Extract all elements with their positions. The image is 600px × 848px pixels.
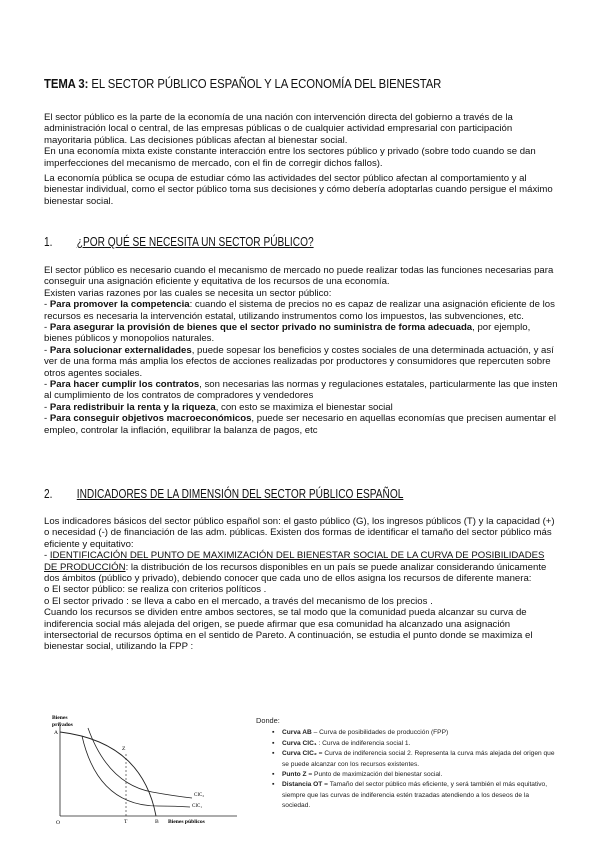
section-1-heading: [44, 234, 314, 249]
intro-paragraph: El sector público es la parte de la economía de una nación con intervención directa del gobierno a través de la administración local o central, de las empresas públicas o de cualquier actividad empresarial con participación mayoritaria pública. Las decisiones públicas afectan al bienestar social.: [44, 112, 513, 146]
intro-block: [44, 112, 558, 207]
legend-title: Donde:: [256, 716, 280, 725]
section-2-heading: [44, 486, 403, 501]
intro-paragraph: La economía pública se ocupa de estudiar cómo las actividades del sector público afectan al comportamiento y al bienestar individual, como el sector público toma sus decisiones y cómo debería adoptarlas cuando persigue el máximo bienestar social.: [44, 173, 553, 207]
cic1-curve: [82, 736, 190, 807]
origin-label: O: [56, 820, 61, 826]
section-2-number: 2.: [44, 486, 53, 501]
reason-item: - Para conseguir objetivos macroeconómicos, puede ser necesario en aquellas economías que precisen aumentar el empleo, controlar la inflación, equilibrar la balanza de pagos, etc: [44, 413, 556, 436]
section-1-paragraph: Existen varias razones por las cuales se necesita un sector público:: [44, 287, 332, 299]
point-t-label: T: [124, 819, 128, 825]
fpp-diagram: [52, 714, 242, 834]
figure-legend: [256, 716, 556, 812]
section-1-number: 1.: [44, 234, 53, 249]
fpp-curve-ab: [60, 732, 156, 816]
legend-list: [256, 728, 556, 811]
section-1-title: ¿POR QUÉ SE NECESITA UN SECTOR PÚBLICO?: [76, 234, 314, 249]
section-2-paragraph: Los indicadores básicos del sector público español son: el gasto público (G), los ingresos públicos (T) y la capacidad (+) o necesidad (-) de financiación de las adm. públicas. Existen dos formas de identificar el tamaño del sector público más eficiente y equitativo:: [44, 516, 555, 550]
reason-item: - Para hacer cumplir los contratos, son necesarias las normas y regulaciones estatales, particularmente las que insten al cumplimiento de los contratos de compradores y vendedores: [44, 379, 558, 402]
reason-item: - Para asegurar la provisión de bienes que el sector privado no suministra de forma adecuada, por ejemplo, bienes públicos y monopolios naturales.: [44, 322, 531, 345]
subsection-title: IDENTIFICACIÓN DEL PUNTO DE MAXIMIZACIÓN DEL BIENESTAR SOCIAL DE LA CURVA DE POSIBILIDADES DE PRODUCCIÓN: [44, 550, 545, 573]
section-1-paragraph: El sector público es necesario cuando el mecanismo de mercado no puede realizar todas las funciones necesarias para conseguir una asignación eficiente y equitativa de los recursos de una economía.: [44, 265, 554, 288]
intro-paragraph: En una economía mixta existe constante interacción entre los sectores público y privado (sobre todo cuando se dan imperfecciones del mecanismo de mercado, con el fin de corregir dichos fallos).: [44, 146, 536, 169]
point-z-label: Z: [122, 746, 126, 752]
legend-item: ▪ Punto Z = Punto de maximización del bienestar social.: [282, 770, 556, 780]
cic1-label: CIC₁: [192, 804, 203, 809]
legend-item: ▪ Curva AB – Curva de posibilidades de producción (FPP): [282, 728, 556, 738]
sector-item: o El sector privado : se lleva a cabo en el mercado, a través del mecanismo de los precios .: [44, 595, 433, 607]
legend-item: ▪ Curva CIC₁ : Curva de indiferencia social 1.: [282, 739, 556, 749]
point-b-label: B: [155, 819, 159, 825]
section-2-body: [44, 516, 558, 653]
cic2-label: CIC₂: [194, 793, 205, 798]
point-a-label: A: [54, 730, 59, 736]
subsection-paragraph: - IDENTIFICACIÓN DEL PUNTO DE MAXIMIZACIÓN DEL BIENESTAR SOCIAL DE LA CURVA DE POSIBILIDADES DE PRODUCCIÓN: la distribución de los recursos disponibles en un país se puede analizar considerando únicamente dos ámbitos (público y privado), debiendo conocer que cada uno de ellos asigna los recursos de diferente manera:: [44, 550, 547, 585]
title-text: EL SECTOR PÚBLICO ESPAÑOL Y LA ECONOMÍA DEL BIENESTAR: [88, 76, 442, 91]
section-2-paragraph: Cuando los recursos se dividen entre ambos sectores, se tal modo que la comunidad pueda alcanzar su curva de indiferencia social más alejada del origen, se puede afirmar que esa comunidad ha alcanzado una asignación intersectorial de recursos óptima en el sentido de Pareto. A continuación, se estudia el punto donde se maximiza el bienestar social, utilizando la FPP :: [44, 607, 533, 653]
document-title: [44, 76, 491, 91]
section-2-title: INDICADORES DE LA DIMENSIÓN DEL SECTOR PÚBLICO ESPAÑOL: [76, 486, 404, 501]
section-1-body: [44, 265, 558, 436]
reason-item: - Para solucionar externalidades, puede sopesar los beneficios y costes sociales de una determinada actuación, y así ver de una forma más amplia los efectos de acciones realizadas por productores y consumidores que repercuten sobre otros agentes sociales.: [44, 344, 554, 379]
reason-item: - Para promover la competencia: cuando el sistema de precios no es capaz de realizar una asignación eficiente de los recursos es necesaria la intervención estatal, utilizando instrumentos como los impuestos, las subvenciones, etc.: [44, 299, 555, 322]
y-axis-label: Bienes: [52, 715, 68, 721]
title-prefix: TEMA 3:: [44, 76, 89, 91]
cic2-curve: [88, 728, 192, 798]
x-axis-label: Bienes públicos: [168, 819, 205, 825]
y-axis-label: privados: [52, 722, 73, 728]
fpp-diagram-svg: [52, 714, 242, 834]
reason-item: - Para redistribuir la renta y la riqueza, con esto se maximiza el bienestar social: [44, 401, 393, 413]
sector-item: o El sector público: se realiza con criterios políticos .: [44, 584, 267, 596]
legend-item: ▪ Curva CIC₂ = Curva de indiferencia social 2. Representa la curva más alejada del origen que se puede alcanzar con los recursos existentes.: [282, 749, 556, 770]
legend-item: ▪ Distancia OT = Tamaño del sector público más eficiente, y será también el más equitativo, siempre que las curvas de indiferencia estén trazadas atendiendo a los deseos de la sociedad.: [282, 780, 556, 811]
